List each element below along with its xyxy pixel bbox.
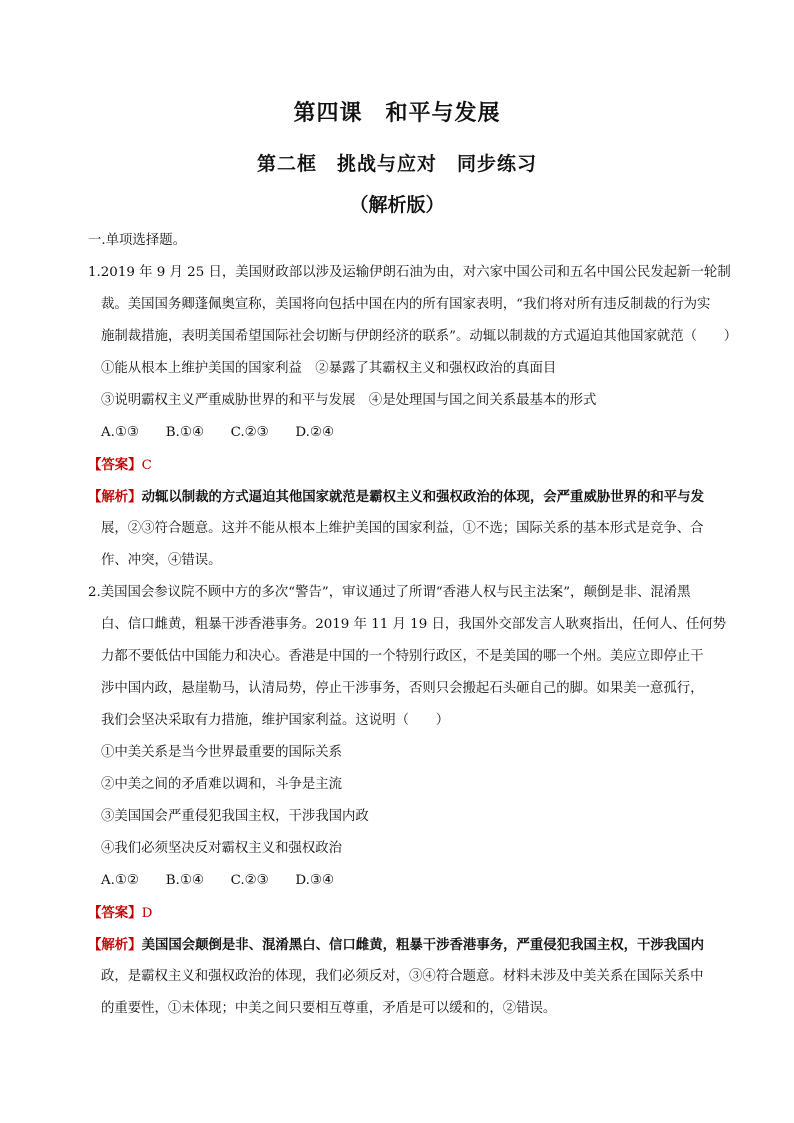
q2-choices: A.①② B.①④ C.②③ D.③④ bbox=[101, 873, 334, 888]
q1-explain-line bbox=[88, 487, 704, 508]
q2-stem-line: 涉中国内政，悬崖勒马，认清局势，停止干涉事务，否则只会搬起石头砸自己的脚。如果美一意孤行， bbox=[101, 681, 704, 696]
section-heading: 一.单项选择题。 bbox=[88, 233, 186, 248]
q1-option-line: ①能从根本上维护美国的国家利益 ②暴露了其霸权主义和强权政治的真面目 bbox=[101, 361, 557, 376]
q2-stem-line: 力都不要低估中国能力和决心。香港是中国的一个特别行政区，不是美国的哪一个州。美应立即停止干 bbox=[101, 649, 704, 664]
q1-explain-line: 作、冲突，④错误。 bbox=[101, 553, 222, 568]
explain-text: 动辄以制裁的方式逼迫其他国家就范是霸权主义和强权政治的体现，会严重威胁世界的和平与发 bbox=[141, 489, 704, 505]
q1-explain-line: 展，②③符合题意。这并不能从根本上维护美国的国家利益，①不选；国际关系的基本形式是竞争、合 bbox=[101, 521, 704, 536]
q2-option-line: ②中美之间的矛盾难以调和，斗争是主流 bbox=[101, 777, 343, 792]
q2-explain-line bbox=[88, 935, 704, 956]
q2-answer bbox=[88, 903, 152, 924]
q1-option-line: ③说明霸权主义严重威胁世界的和平与发展 ④是处理国与国之间关系最基本的形式 bbox=[101, 393, 597, 408]
answer-label: 【答案】 bbox=[88, 905, 142, 921]
answer-value: D bbox=[141, 906, 153, 921]
q2-explain-line: 的重要性，①未体现；中美之间只要相互尊重，矛盾是可以缓和的，②错误。 bbox=[101, 1001, 557, 1016]
lesson-subtitle: 第二框 挑战与应对 同步练习 bbox=[256, 153, 537, 175]
q2-stem-line: 白、信口雌黄，粗暴干涉香港事务。2019 年 11 月 19 日，我国外交部发言人耿爽指出，任何人、任何势 bbox=[101, 617, 727, 632]
q2-option-line: ④我们必须坚决反对霸权主义和强权政治 bbox=[101, 841, 343, 856]
answer-value: C bbox=[141, 458, 152, 473]
q1-choices: A.①③ B.①④ C.②③ D.②④ bbox=[101, 425, 334, 440]
lesson-title: 第四课 和平与发展 bbox=[293, 100, 501, 126]
q1-stem-line: 1.2019 年 9 月 25 日，美国财政部以涉及运输伊朗石油为由，对六家中国公司和五名中国公民发起新一轮制 bbox=[88, 265, 731, 280]
edition-label: （解析版） bbox=[349, 194, 445, 216]
q2-stem-line: 我们会坚决采取有力措施，维护国家利益。这说明（ ） bbox=[101, 713, 450, 728]
q1-stem-line: 施制裁措施，表明美国希望国际社会切断与伊朗经济的联系”。动辄以制裁的方式逼迫其他国家就范（ ） bbox=[101, 329, 738, 344]
q2-explain-line: 政，是霸权主义和强权政治的体现，我们必须反对，③④符合题意。材料未涉及中美关系在国际关系中 bbox=[101, 969, 704, 984]
q1-answer bbox=[88, 455, 152, 476]
explain-text: 美国国会颠倒是非、混淆黑白、信口雌黄，粗暴干涉香港事务，严重侵犯我国主权，干涉我国内 bbox=[141, 937, 704, 953]
explain-label: 【解析】 bbox=[88, 937, 142, 953]
answer-label: 【答案】 bbox=[88, 457, 142, 473]
explain-label: 【解析】 bbox=[88, 489, 142, 505]
q2-option-line: ①中美关系是当今世界最重要的国际关系 bbox=[101, 745, 343, 760]
q2-stem-line: 2.美国国会参议院不顾中方的多次“警告”，审议通过了所谓“香港人权与民主法案”，颠倒是非、混淆黑 bbox=[88, 585, 691, 600]
q1-stem-line: 裁。美国国务卿蓬佩奥宣称，美国将向包括中国在内的所有国家表明，“我们将对所有违反制裁的行为实 bbox=[101, 297, 711, 312]
q2-option-line: ③美国国会严重侵犯我国主权，干涉我国内政 bbox=[101, 809, 369, 824]
